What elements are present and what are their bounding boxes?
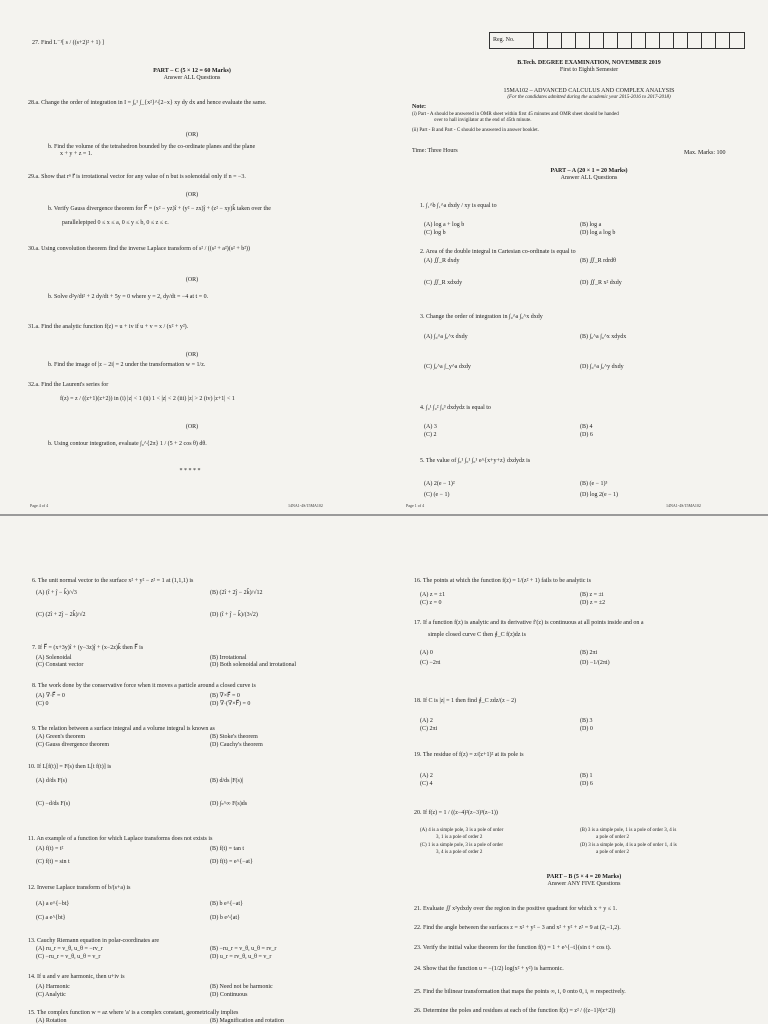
note-i-cont: over to hall invigilator at the end of 45th minute.: [434, 118, 532, 123]
question-16: 16. The points at which the function f(z) = 1/(z² + 1) fails to be analytic is: [414, 578, 591, 584]
question-5: 5. The value of ∫₀¹ ∫₀¹ ∫₀¹ e^{x+y+z} dxdydz is: [420, 458, 531, 464]
page-footer-left: Page 4 of 4: [30, 503, 49, 508]
q8-option-b: (B) ∇×F⃗ = 0: [210, 693, 240, 699]
q1-option-b: (B) log a: [580, 222, 602, 228]
q10-option-b: (B) d/ds |F(s)|: [210, 778, 244, 784]
question-13: 13. Cauchy Riemann equation in polar-coordinates are: [28, 938, 160, 944]
q8-option-c: (C) 0: [36, 701, 49, 707]
exam-page-3: [384, 516, 768, 1024]
q20-option-d: (D) 3 is a simple pole, 4 is a pole of order 1, 4 is: [580, 843, 677, 848]
q13-option-b: (B) −ru_r = v_θ, u_θ = rv_r: [210, 946, 277, 952]
question-27: 27. Find L⁻¹[ s / ((s+2)² + 1) ]: [32, 40, 105, 46]
q18-option-a: (A) 2: [420, 718, 433, 724]
page-footer-left: Page 1 of 4: [406, 503, 425, 508]
page-footer-right: 14NA1-4S/15MA102: [666, 503, 701, 508]
q2-option-c: (C) ∬_R xdxdy: [424, 280, 463, 286]
q8-option-a: (A) ∇·F⃗ = 0: [36, 693, 65, 699]
or-divider: (OR): [185, 132, 199, 138]
question-32a-cont: f(z) = z / ((z+1)(z+2)) in (i) |z| < 1 (ii) 1 < |z| < 2 (iii) |z| > 2 (iv) |z+1| < 1: [60, 396, 235, 402]
q9-option-a: (A) Green's theorem: [36, 734, 86, 740]
part-b-subtitle: Answer ANY FIVE Questions: [547, 881, 621, 887]
question-8: 8. The work done by the conservative force when it moves a particle around a closed curve is: [32, 683, 256, 689]
q1-option-c: (C) log b: [424, 230, 446, 236]
question-22: 22. Find the angle between the surfaces z = x² + y² − 3 and x² + y² + z² = 9 at (2,−1,2).: [414, 925, 621, 931]
question-23: 23. Verify the initial value theorem for the function f(t) = 1 + e^{−t}(sin t + cos t).: [414, 945, 612, 951]
question-9: 9. The relation between a surface integral and a volume integral is known as: [32, 726, 215, 732]
q13-option-a: (A) ru_r = v_θ, u_θ = −rv_r: [36, 946, 103, 952]
q9-option-b: (B) Stoke's theorem: [210, 734, 258, 740]
q13-option-d: (D) u_r = rv_θ, u_θ = v_r: [210, 954, 272, 960]
question-29a: 29.a. Show that rⁿ r⃗ is irrotational vector for any value of n but is solenoidal only if n = −3.: [28, 174, 246, 180]
question-25: 25. Find the bilinear transformation that maps the points ∞, i, 0 onto 0, i, ∞ respectively.: [414, 989, 626, 995]
question-1: 1. ∫₁^b ∫₁^a dxdy / xy is equal to: [420, 203, 497, 209]
part-a-subtitle: Answer ALL Questions: [560, 175, 618, 181]
q12-option-c: (C) a e^{bt}: [36, 915, 66, 921]
question-31a: 31.a. Find the analytic function f(z) = u + iv if u + v = x / (x² + y²).: [28, 324, 189, 330]
q14-option-b: (B) Need not be harmonic: [210, 984, 273, 990]
exam-page-2: [0, 516, 384, 1024]
q1-option-a: (A) log a + log b: [424, 222, 465, 228]
max-marks: Max. Marks: 100: [684, 150, 726, 156]
question-11: 11. An example of a function for which Laplace transforms does not exists is: [28, 836, 213, 842]
page-footer-right: 14NA1-4S/15MA102: [288, 503, 323, 508]
end-stars: * * * * *: [179, 468, 201, 474]
q17-option-c: (C) −2πi: [420, 660, 441, 666]
question-32a: 32.a. Find the Laurent's series for: [28, 382, 109, 388]
question-18: 18. If C is |z| = 1 then find ∮_C zdz/(z − 2): [414, 698, 517, 704]
q20-option-a-cont: 3, 1 is a pole of order 2: [436, 835, 483, 840]
q12-option-a: (A) a e^{−bt}: [36, 901, 70, 907]
question-31b: b. Find the image of |z − 2i| = 2 under the transformation w = 1/z.: [48, 362, 206, 368]
q14-option-c: (C) Analytic: [36, 992, 66, 998]
q5-option-c: (C) (e − 1): [424, 492, 450, 498]
q18-option-b: (B) 3: [580, 718, 593, 724]
q13-option-c: (C) −ru_r = v_θ, u_θ = v_r: [36, 954, 101, 960]
question-4: 4. ∫₀¹ ∫₀² ∫₀³ dxdydz is equal to: [420, 405, 491, 411]
part-c-title: PART – C (5 × 12 = 60 Marks): [153, 68, 231, 74]
q15-option-a: (A) Rotation: [36, 1018, 67, 1024]
question-28a: 28.a. Change the order of integration in I = ∫₀¹ ∫_{x²}^{2−x} xy dy dx and hence evaluate the same.: [28, 100, 267, 106]
q12-option-d: (D) b e^{at}: [210, 915, 240, 921]
course-title: 15MA102 – ADVANCED CALCULUS AND COMPLEX ANALYSIS: [503, 88, 675, 94]
q5-option-a: (A) 2(e − 1)²: [424, 481, 455, 487]
question-32b: b. Using contour integration, evaluate ∫₀^{2π} 1 / (5 + 2 cos θ) dθ.: [48, 441, 207, 447]
q9-option-c: (C) Gauss divergence theorem: [36, 742, 110, 748]
q15-option-b: (B) Magnification and rotation: [210, 1018, 284, 1024]
q19-option-c: (C) 4: [420, 781, 433, 787]
or-divider: (OR): [185, 424, 199, 430]
q4-option-a: (A) 3: [424, 424, 437, 430]
q3-option-d: (D) ∫₀^a ∫₀^y dxdy: [580, 364, 624, 370]
note-i: (i) Part - A should be answered in OMR sheet within first 45 minutes and OMR sheet should be handed: [412, 112, 619, 117]
q17-option-a: (A) 0: [420, 650, 433, 656]
question-30a: 30.a. Using convolution theorem find the inverse Laplace transform of s² / ((s² + a²)(s² + b²)): [28, 246, 251, 252]
q10-option-a: (A) d/ds F(s): [36, 778, 67, 784]
q2-option-a: (A) ∬_R dxdy: [424, 258, 460, 264]
question-21: 21. Evaluate ∬ x²ydxdy over the region in the positive quadrant for which x + y ≤ 1.: [414, 906, 618, 912]
question-15: 15. The complex function w = az where 'a' is a complex constant, geometrically implies: [28, 1010, 239, 1016]
q20-option-b: (B) 3 is a simple pole, 1 is a pole of order 3, 4 is: [580, 828, 677, 833]
question-14: 14. If u and v are harmonic, then u+iv is: [28, 974, 125, 980]
part-c-subtitle: Answer ALL Questions: [163, 75, 221, 81]
q3-option-a: (A) ∫₀^a ∫₀^x dxdy: [424, 334, 468, 340]
question-20: 20. If f(z) = 1 / ((z−4)²(z−3)³(z−1)): [414, 810, 498, 816]
note-label: Note:: [412, 104, 426, 110]
q11-option-c: (C) f(t) = sin t: [36, 859, 70, 865]
question-30b: b. Solve d²y/dt² + 2 dy/dt + 5y = 0 where y = 2, dy/dt = −4 at t = 0.: [48, 294, 209, 300]
q19-option-b: (B) 1: [580, 773, 593, 779]
q17-option-d: (D) −1/(2πi): [580, 660, 610, 666]
question-6: 6. The unit normal vector to the surface x² + y² − z² = 1 at (1,1,1) is: [32, 578, 194, 584]
question-28b-cont: x + y + z = 1.: [60, 151, 93, 157]
reg-no-label: Reg. No.: [490, 33, 534, 48]
q16-option-b: (B) z = ±i: [580, 592, 604, 598]
time-allowed: Time: Three Hours: [412, 148, 458, 154]
q5-option-b: (B) (e − 1)³: [580, 481, 608, 487]
question-26: 26. Determine the poles and residues at each of the function f(z) = z² / ((z−1)²(z+2)): [414, 1008, 616, 1014]
part-b-title: PART – B (5 × 4 = 20 Marks): [546, 874, 622, 880]
q20-option-d-cont: a pole of order 2: [596, 850, 630, 855]
q9-option-d: (D) Cauchy's theorem: [210, 742, 263, 748]
q11-option-b: (B) f(t) = tan t: [210, 846, 245, 852]
exam-title: B.Tech. DEGREE EXAMINATION, NOVEMBER 2019: [517, 60, 661, 66]
q19-option-d: (D) 6: [580, 781, 593, 787]
q20-option-a: (A) 4 is a simple pole, 3 is a pole of order: [420, 828, 504, 833]
question-7: 7. If F⃗ = (x+3y)î + (y−3z)ĵ + (x−2z)k̂ then F⃗ is: [32, 645, 144, 651]
q6-option-a: (A) (î + ĵ − k̂)/√3: [36, 590, 77, 596]
q7-option-c: (C) Constant vector: [36, 662, 84, 668]
exam-page-4: [0, 0, 384, 514]
q7-option-a: (A) Solenoidal: [36, 655, 72, 661]
or-divider: (OR): [185, 352, 199, 358]
note-ii: (ii) Part - B and Part - C should be answered in answer booklet.: [412, 128, 539, 133]
q6-option-b: (B) (2î + 2ĵ − 2k̂)/√12: [210, 590, 263, 596]
q3-option-c: (C) ∫₀^a ∫_y^a dxdy: [424, 364, 471, 370]
q4-option-b: (B) 4: [580, 424, 593, 430]
q10-option-d: (D) ∫ₛ^∞ F(s)ds: [210, 801, 248, 807]
q17-option-b: (B) 2πi: [580, 650, 598, 656]
question-12: 12. Inverse Laplace transform of b/(s+a) is: [28, 885, 131, 891]
q20-option-b-cont: a pole of order 2: [596, 835, 630, 840]
course-subtitle: (For the candidates admitted during the academic year 2015-2016 to 2017-2018): [507, 95, 671, 100]
exam-page-1: [384, 0, 768, 514]
q14-option-d: (D) Continuous: [210, 992, 248, 998]
reg-no-box: [489, 32, 745, 49]
q1-option-d: (D) log a log b: [580, 230, 616, 236]
q2-option-d: (D) ∬_R x² dxdy: [580, 280, 622, 286]
question-24: 24. Show that the function u = −(1/2) log(x² + y²) is harmonic.: [414, 966, 564, 972]
q11-option-a: (A) f(t) = t²: [36, 846, 64, 852]
question-28b: b. Find the volume of the tetrahedron bounded by the co-ordinate planes and the plane: [48, 144, 256, 150]
question-19: 19. The residue of f(z) = z/(z+1)² at its pole is: [414, 752, 524, 758]
q8-option-d: (D) ∇·(∇×F⃗) = 0: [210, 701, 251, 707]
q5-option-d: (D) log 2(e − 1): [580, 492, 619, 498]
q20-option-c-cont: 3, 4 is a pole of order 2: [436, 850, 483, 855]
question-29b: b. Verify Gauss divergence theorem for F⃗ = (x² − yz)î + (y² − zx)ĵ + (z² − xy)k̂ taken over the: [48, 206, 271, 212]
q12-option-b: (B) b e^{−at}: [210, 901, 243, 907]
question-29b-cont: parallelepiped 0 ≤ x ≤ a, 0 ≤ y ≤ b, 0 ≤ z ≤ c.: [62, 220, 169, 226]
q16-option-c: (C) z = 0: [420, 600, 442, 606]
q20-option-c: (C) 1 is a simple pole, 3 is a pole of order: [420, 843, 504, 848]
or-divider: (OR): [185, 277, 199, 283]
question-2: 2. Area of the double integral in Cartesian co-ordinate is equal to: [420, 249, 576, 255]
semester: First to Eighth Semester: [559, 67, 619, 73]
question-3: 3. Change the order of integration in ∫₀^a ∫₀^x dxdy: [420, 314, 543, 320]
q10-option-c: (C) −d/ds F(s): [36, 801, 71, 807]
or-divider: (OR): [185, 192, 199, 198]
q16-option-a: (A) z = ±1: [420, 592, 446, 598]
q7-option-b: (B) Irrotational: [210, 655, 247, 661]
q2-option-b: (B) ∬_R rdrdθ: [580, 258, 616, 264]
q6-option-c: (C) (2î + 2ĵ − 2k̂)/√2: [36, 612, 86, 618]
q19-option-a: (A) 2: [420, 773, 433, 779]
q4-option-c: (C) 2: [424, 432, 437, 438]
part-a-title: PART – A (20 × 1 = 20 Marks): [550, 168, 628, 174]
q7-option-d: (D) Both solenoidal and irrotational: [210, 662, 296, 668]
question-17-cont: simple closed curve C then ∮_C f(z)dz is: [428, 632, 526, 638]
question-17: 17. If a function f(z) is analytic and its derivative f′(z) is continuous at all points inside and on a: [414, 620, 644, 626]
q11-option-d: (D) f(t) = e^{−at}: [210, 859, 253, 865]
q4-option-d: (D) 6: [580, 432, 593, 438]
question-10: 10. If L[f(t)] = F(s) then L[t f(t)] is: [28, 764, 112, 770]
q6-option-d: (D) (î + ĵ − k̂)/(3√2): [210, 612, 258, 618]
q18-option-d: (D) 0: [580, 726, 593, 732]
q16-option-d: (D) z = ±2: [580, 600, 606, 606]
q18-option-c: (C) 2πi: [420, 726, 438, 732]
q14-option-a: (A) Harmonic: [36, 984, 70, 990]
q3-option-b: (B) ∫₀^a ∫₀^x xdydx: [580, 334, 627, 340]
